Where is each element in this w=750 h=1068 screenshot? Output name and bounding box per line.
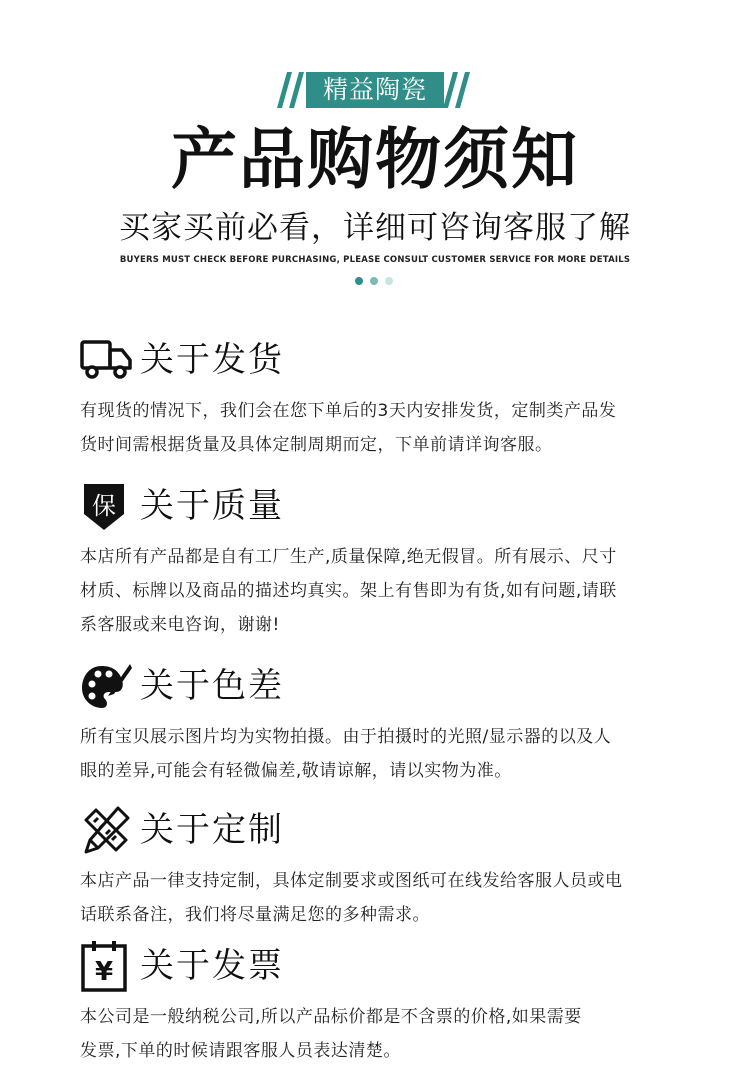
yen-symbol: ¥	[94, 957, 114, 987]
section-title: 关于色差	[140, 666, 284, 706]
pencil-ruler-icon	[80, 804, 132, 856]
section-invoice	[80, 940, 680, 1068]
section-title: 关于发票	[140, 946, 284, 986]
dots-indicator	[355, 277, 395, 285]
section-title: 关于定制	[140, 810, 284, 850]
palette-icon	[80, 660, 132, 712]
brand-badge: 精益陶瓷	[306, 72, 444, 108]
page-title: 产品购物须知	[171, 121, 579, 198]
section-body	[80, 864, 680, 932]
dot	[370, 277, 378, 285]
body-line: 本公司是一般纳税公司,所以产品标价都是不含票的价格,如果需要	[80, 1007, 582, 1027]
section-shipping	[80, 334, 680, 462]
page-subtitle: 买家买前必看，详细可咨询客服了解	[119, 210, 631, 246]
body-line: 材质、标牌以及商品的描述均真实。架上有售即为有货,如有问题,请联	[80, 581, 617, 601]
section-color	[80, 660, 680, 788]
section-body	[80, 540, 680, 642]
section-quality	[80, 480, 680, 642]
body-line: 有现货的情况下，我们会在您下单后的3天内安排发货，定制类产品发	[80, 401, 617, 421]
body-line: 系客服或来电咨询，谢谢!	[80, 615, 280, 635]
english-subtitle: BUYERS MUST CHECK BEFORE PURCHASING, PLEASE CONSULT CUSTOMER SERVICE FOR MORE DETAILS	[119, 255, 631, 265]
body-line: 本店所有产品都是自有工厂生产,质量保障,绝无假冒。所有展示、尺寸	[80, 547, 617, 567]
section-title: 关于发货	[140, 340, 284, 380]
slash-decoration-left	[277, 70, 305, 110]
section-body	[80, 394, 680, 462]
invoice-icon	[80, 940, 132, 992]
section-custom	[80, 804, 680, 932]
shield-icon-text: 保	[92, 492, 116, 520]
body-line: 话联系备注，我们将尽量满足您的多种需求。	[80, 905, 430, 925]
section-body	[80, 720, 680, 788]
body-line: 货时间需根据货量及具体定制周期而定，下单前请详询客服。	[80, 435, 553, 455]
section-body	[80, 1000, 680, 1068]
body-line: 本店产品一律支持定制，具体定制要求或图纸可在线发给客服人员或电	[80, 871, 623, 891]
truck-icon	[80, 334, 132, 386]
shield-icon	[80, 480, 132, 532]
dot	[385, 277, 393, 285]
section-title: 关于质量	[140, 486, 284, 526]
body-line: 眼的差异,可能会有轻微偏差,敬请谅解，请以实物为准。	[80, 761, 512, 781]
slash-decoration-right	[443, 70, 471, 110]
body-line: 所有宝贝展示图片均为实物拍摄。由于拍摄时的光照/显示器的以及人	[80, 727, 612, 747]
dot	[355, 277, 363, 285]
body-line: 发票,下单的时候请跟客服人员表达清楚。	[80, 1041, 401, 1061]
